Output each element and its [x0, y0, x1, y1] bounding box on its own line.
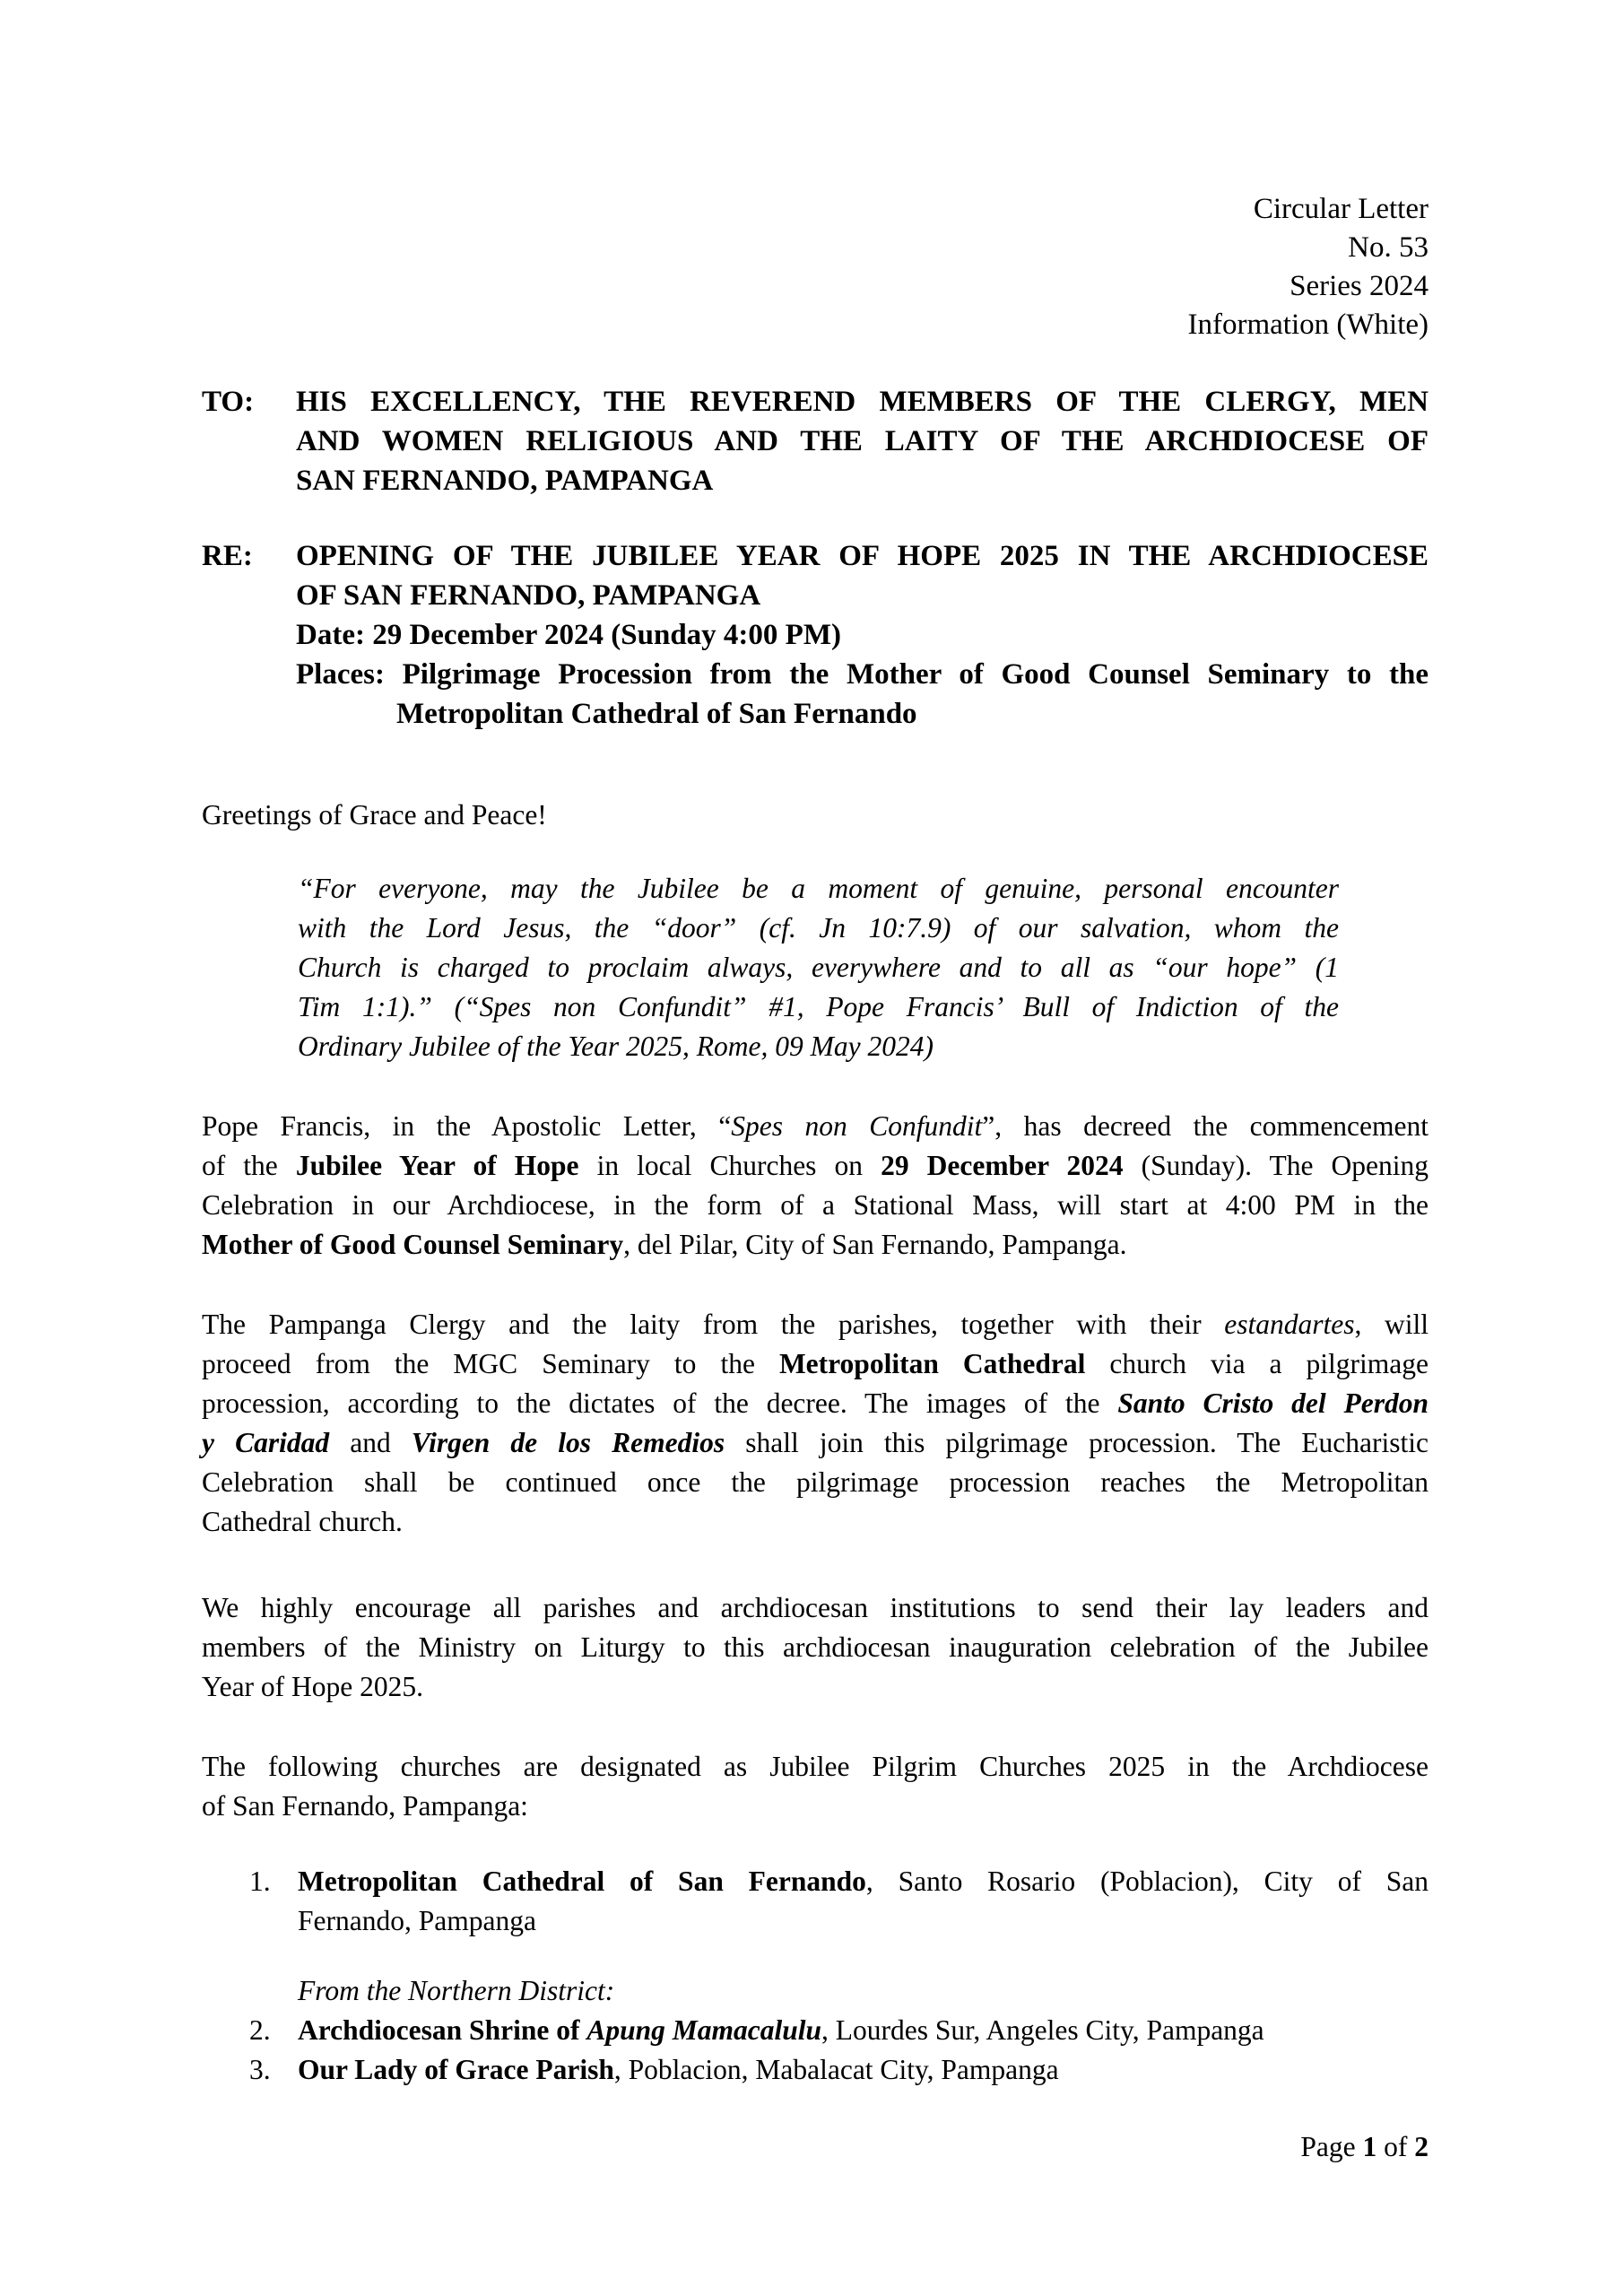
header-line-3: Series 2024 [1290, 270, 1429, 302]
header-line-4: Information (White) [1187, 309, 1429, 341]
list-item-2-text: Archdiocesan Shrine of Apung Mamacalulu, Lourdes Sur, Angeles City, Pampanga [298, 2014, 1264, 2046]
header-line-2: No. 53 [1348, 231, 1429, 264]
list-number-1: 1. [249, 1866, 271, 1897]
re-subject: OPENING OF THE JUBILEE YEAR OF HOPE 2025 IN THE ARCHDIOCESE OF SAN FERNANDO, PAMPANGA [296, 540, 1429, 612]
list-number-2: 2. [249, 2014, 271, 2046]
re-label: RE: [202, 540, 253, 572]
letter-content [202, 190, 1429, 2090]
greeting: Greetings of Grace and Peace! [202, 799, 547, 831]
list-item-1-text: Metropolitan Cathedral of San Fernando, Santo Rosario (Poblacion), City of San Fernando, Pampanga [298, 1866, 1429, 1936]
list-number-3: 3. [249, 2054, 271, 2085]
header-line-1: Circular Letter [1253, 193, 1429, 225]
list-item-3-text: Our Lady of Grace Parish, Poblacion, Mabalacat City, Pampanga [298, 2054, 1059, 2085]
list-item-2 [202, 2011, 1429, 2050]
district-heading: From the Northern District: [298, 1975, 615, 2006]
paragraph-designated-churches: The following churches are designated as Jubilee Pilgrim Churches 2025 in the Archdiocese of San Fernando, Pampanga: [202, 1751, 1429, 1822]
to-text: HIS EXCELLENCY, THE REVEREND MEMBERS OF THE CLERGY, MEN AND WOMEN RELIGIOUS AND THE LAITY OF THE ARCHDIOCESE OF SAN FERNANDO, PAMPANGA [296, 386, 1429, 497]
page-number: Page 1 of 2 [1300, 2131, 1429, 2162]
to-label: TO: [202, 386, 255, 418]
list-item-3 [202, 2050, 1429, 2090]
paragraph-encouragement: We highly encourage all parishes and archdiocesan institutions to send their lay leaders and members of the Ministry on Liturgy to this archdiocesan inauguration celebration of the Jubilee Year of Hope 2025. [202, 1592, 1429, 1702]
header-block [202, 190, 1429, 344]
to-block [202, 382, 1429, 500]
re-block [202, 536, 1429, 734]
paragraph-pilgrimage-procession: The Pampanga Clergy and the laity from the parishes, together with their estandartes, will proceed from the MGC Seminary to the Metropolitan Cathedral church via a pilgrimage procession, according to the dictates of the decree. The images of the Santo Cristo del Perdon y Caridad and Virgen de los Remedios shall join this pilgrimage procession. The Eucharistic Celebration shall be continued once the pilgrimage procession reaches the Metropolitan Cathedral church. [202, 1309, 1429, 1537]
quote-block: “For everyone, may the Jubilee be a moment of genuine, personal encounter with the Lord Jesus, the “door” (cf. Jn 10:7.9) of our salvation, whom the Church is charged to proclaim always, everywhere and to all as “our hope” (1 Tim 1:1).” (“Spes non Confundit” #1, Pope Francis’ Bull of Indiction of the Ordinary Jubilee of the Year 2025, Rome, 09 May 2024) [298, 873, 1339, 1062]
re-date: Date: 29 December 2024 (Sunday 4:00 PM) [296, 619, 841, 651]
re-places-continuation: Metropolitan Cathedral of San Fernando [396, 698, 917, 730]
list-item-1 [202, 1862, 1429, 1941]
re-places: Places: Pilgrimage Procession from the Mother of Good Counsel Seminary to the [296, 658, 1429, 691]
paragraph-opening-celebration: Pope Francis, in the Apostolic Letter, “Spes non Confundit”, has decreed the commencement of the Jubilee Year of Hope in local Churches on 29 December 2024 (Sunday). The Opening Celebration in our Archdiocese, in the form of a Stational Mass, will start at 4:00 PM in the Mother of Good Counsel Seminary, del Pilar, City of San Fernando, Pampanga. [202, 1110, 1429, 1260]
